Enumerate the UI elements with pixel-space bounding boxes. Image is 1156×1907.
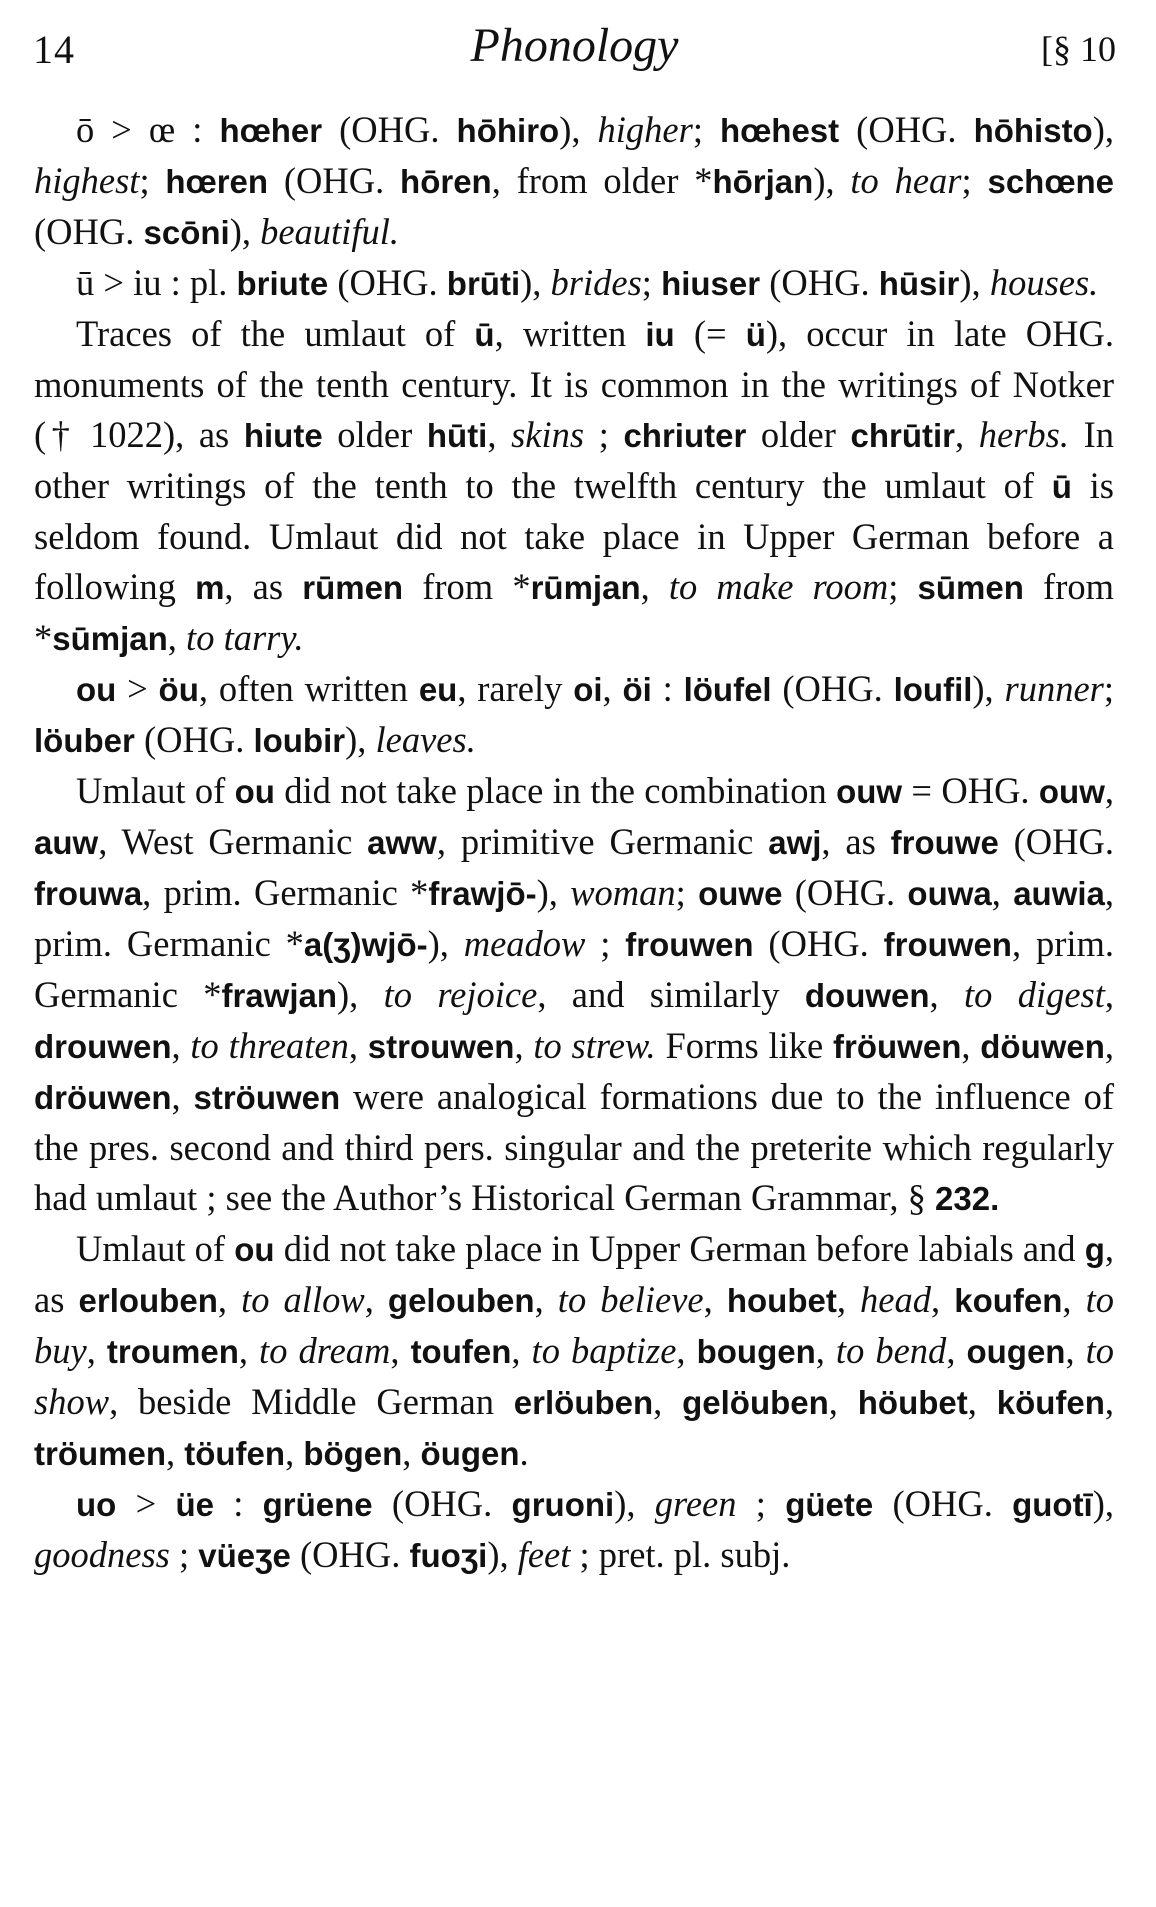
headword: köufen	[996, 1384, 1105, 1421]
gloss: to dream	[259, 1330, 391, 1371]
text-run: In other writings of the tenth to the twelfth century the umlaut of	[34, 414, 1115, 506]
text-run: ,	[1104, 974, 1115, 1015]
text-run: , prim. Germanic *	[34, 872, 1115, 964]
text-run: (OHG.	[839, 109, 974, 150]
text-run: ,	[653, 1381, 683, 1422]
gloss: head	[860, 1279, 931, 1320]
text-run: ),	[959, 262, 990, 303]
gloss: to believe	[557, 1279, 704, 1320]
headword: hūti	[426, 417, 488, 454]
gloss: to rejoice	[383, 974, 538, 1015]
gloss: to digest	[964, 974, 1105, 1015]
headword: uo	[76, 1486, 117, 1523]
headword: awj	[768, 824, 822, 861]
text-run: ;	[888, 566, 918, 607]
text-run: (OHG.	[998, 821, 1115, 862]
text-run: ), occur in late OHG. monuments of the tenth century. It is common in the writings of Notker († 1022), as	[34, 313, 1114, 455]
headword: hōrjan	[712, 163, 814, 200]
text-run: ,	[1104, 1381, 1115, 1422]
headword: gruoni	[511, 1486, 615, 1523]
text-run: , primitive Germanic	[436, 821, 769, 862]
headword: schœne	[987, 163, 1114, 200]
headword: ouwa	[907, 875, 992, 912]
headword: erlöuben	[513, 1384, 654, 1421]
headword: öu	[158, 671, 199, 708]
text-run: , as	[224, 566, 303, 607]
text-run: ;	[1103, 668, 1115, 709]
text-run: ; pret. pl. subj.	[570, 1534, 791, 1575]
headword: toufen	[410, 1333, 512, 1370]
headword: töufen	[184, 1435, 286, 1472]
section-marker: [§ 10	[1041, 29, 1116, 69]
headword: hœren	[165, 163, 269, 200]
text-run: (OHG.	[372, 1483, 512, 1524]
text-run: (OHG.	[290, 1534, 410, 1575]
headword: briute	[236, 265, 329, 302]
text-run: , written	[494, 313, 646, 354]
headword: gelöuben	[682, 1384, 829, 1421]
text-run: ,	[1104, 1025, 1115, 1066]
headword: chrūtir	[850, 417, 956, 454]
paragraph	[34, 1224, 1114, 1479]
text-run: ,	[961, 1025, 981, 1066]
text-run: >	[116, 668, 159, 709]
text-run: , as	[34, 1228, 1115, 1320]
text-run: , prim. Germanic *	[142, 872, 429, 913]
gloss: to strew.	[533, 1025, 656, 1066]
text-run: ,	[86, 1330, 107, 1371]
gloss: higher	[597, 109, 693, 150]
gloss: to baptize	[531, 1330, 677, 1371]
headword: döuwen	[980, 1028, 1105, 1065]
headword: öugen	[420, 1435, 520, 1472]
headword: douwen	[804, 977, 930, 1014]
paragraph	[34, 258, 1114, 309]
text-run: , and similarly	[537, 974, 805, 1015]
page-number: 14	[33, 27, 75, 72]
gloss: skins	[511, 414, 585, 455]
headword: ouw	[1038, 773, 1105, 810]
gloss: woman	[570, 872, 676, 913]
text-run: ,	[815, 1330, 836, 1371]
headword: aww	[367, 824, 437, 861]
headword: eu	[418, 671, 458, 708]
headword: ouw	[836, 773, 903, 810]
headword: g	[1084, 1231, 1105, 1268]
headword: fröuwen	[833, 1028, 962, 1065]
headword: chriuter	[623, 417, 747, 454]
headword: koufen	[954, 1282, 1063, 1319]
headword: öi	[622, 671, 652, 708]
text-run: ,	[171, 1076, 194, 1117]
text-run: :	[213, 1483, 263, 1524]
gloss: to allow	[241, 1279, 365, 1320]
gloss: beautiful.	[260, 211, 399, 252]
headword: frouwe	[890, 824, 999, 861]
gloss: leaves.	[375, 719, 476, 760]
headword: frawjō-	[428, 875, 537, 912]
running-title: Phonology	[470, 19, 679, 72]
text-run: ,	[955, 414, 979, 455]
headword: grüene	[262, 1486, 373, 1523]
text-run: ,	[166, 1432, 185, 1473]
text-run: , often written	[198, 668, 419, 709]
text-run: ,	[534, 1279, 558, 1320]
headword: löuber	[34, 722, 135, 759]
headword: brūti	[446, 265, 521, 302]
text-run: ,	[402, 1432, 421, 1473]
text-run: ,	[487, 414, 512, 455]
text-run: ,	[1065, 1330, 1086, 1371]
headword: a(ʒ)wjō-	[303, 926, 428, 963]
headword: frouwen	[883, 926, 1012, 963]
text-run: ,	[511, 1330, 532, 1371]
text-run: , beside Middle German	[109, 1381, 514, 1422]
text-run: ),	[813, 160, 851, 201]
text-run: ),	[972, 668, 1005, 709]
text-run: ,	[285, 1432, 304, 1473]
headword: güete	[785, 1486, 874, 1523]
headword: houbet	[726, 1282, 837, 1319]
headword: ou	[234, 1231, 275, 1268]
gloss: to bend	[835, 1330, 947, 1371]
paragraph	[34, 1479, 1114, 1581]
text-run: ,	[931, 1279, 955, 1320]
text-run: ,	[946, 1330, 967, 1371]
headword: hōhisto	[973, 112, 1093, 149]
gloss: to show	[34, 1330, 1115, 1422]
headword: ou	[234, 773, 275, 810]
text-run: ),	[559, 109, 598, 150]
headword: hōren	[400, 163, 492, 200]
gloss: houses.	[989, 262, 1099, 303]
headword: bögen	[303, 1435, 403, 1472]
text-run: ,	[676, 1330, 697, 1371]
text-run: ,	[1062, 1279, 1086, 1320]
text-run: ,	[836, 1279, 861, 1320]
text-run: ,	[390, 1330, 411, 1371]
headword: loufil	[893, 671, 973, 708]
text-run: were analogical formations due to the influence of the pres. second and third pers. singular and the preterite which regularly had umlaut ; see the Author’s Historical German Grammar, §	[34, 1076, 1115, 1218]
text-run: ,	[1104, 770, 1114, 811]
headword: frouwa	[34, 875, 143, 912]
headword: fuoʒi	[409, 1537, 488, 1574]
text-run: ;	[641, 262, 662, 303]
text-run: is seldom found. Umlaut did not take place in Upper German before a following	[34, 465, 1114, 607]
text-run: .	[519, 1432, 529, 1473]
text-run: ,	[703, 1279, 727, 1320]
text-run: , West Germanic	[98, 821, 368, 862]
headword: ū	[1051, 468, 1072, 505]
headword: ströuwen	[193, 1079, 341, 1116]
gloss: brides	[550, 262, 642, 303]
text-run: , as	[821, 821, 891, 862]
text-run: ),	[614, 1483, 655, 1524]
gloss: runner	[1004, 668, 1104, 709]
text-run: ,	[967, 1381, 997, 1422]
text-run: ;	[692, 109, 720, 150]
text-run: ),	[345, 719, 376, 760]
text-run: (OHG.	[782, 872, 908, 913]
text-run: did not take place in the combination	[274, 770, 837, 811]
text-run: from *	[34, 566, 1115, 658]
text-run: ;	[961, 160, 988, 201]
text-run: (OHG.	[760, 262, 879, 303]
text-run: ,	[991, 872, 1014, 913]
gloss: highest	[34, 160, 140, 201]
headword: hœhest	[719, 112, 840, 149]
headword: dröuwen	[34, 1079, 172, 1116]
headword: troumen	[106, 1333, 239, 1370]
text-run: ),	[536, 872, 571, 913]
text-run: ,	[171, 1025, 191, 1066]
text-run: (OHG.	[268, 160, 401, 201]
headword: bougen	[696, 1333, 816, 1370]
headword: vüeʒe	[198, 1537, 291, 1574]
headword: tröumen	[34, 1435, 166, 1472]
text-run: = OHG.	[902, 770, 1039, 811]
text-run: (OHG.	[873, 1483, 1013, 1524]
headword: sūmen	[917, 569, 1024, 606]
text-run: Umlaut of	[76, 770, 235, 811]
headword: üe	[175, 1486, 214, 1523]
headword: drouwen	[34, 1028, 172, 1065]
headword: iu	[645, 316, 675, 353]
headword: ou	[76, 671, 117, 708]
headword: ü	[745, 316, 766, 353]
text-run: (OHG.	[753, 923, 884, 964]
gloss: to make room	[668, 566, 889, 607]
text-run: (OHG.	[328, 262, 447, 303]
text-run: ,	[348, 1025, 368, 1066]
headword: auwia	[1013, 875, 1105, 912]
text-run: older	[322, 414, 427, 455]
headword: frouwen	[625, 926, 754, 963]
headword: loubir	[253, 722, 346, 759]
page-header	[33, 18, 1116, 88]
headword: erlouben	[78, 1282, 218, 1319]
gloss: green	[654, 1483, 737, 1524]
text-run: (OHG.	[134, 719, 254, 760]
text-run: (OHG.	[322, 109, 457, 150]
headword: ougen	[966, 1333, 1066, 1370]
headword: 232.	[935, 1180, 1000, 1217]
paragraph	[34, 105, 1114, 258]
text-run: ,	[640, 566, 669, 607]
gloss: feet	[517, 1534, 571, 1575]
text-run: , prim. Germanic *	[34, 923, 1115, 1015]
text-run: ;	[139, 160, 166, 201]
text-run: Traces of the umlaut of	[76, 313, 475, 354]
headword: rūmen	[302, 569, 404, 606]
headword: frawjan	[221, 977, 338, 1014]
text-run: ),	[1092, 1483, 1115, 1524]
headword: auw	[34, 824, 99, 861]
text-run: Forms like	[655, 1025, 834, 1066]
text-run: ),	[427, 923, 464, 964]
text-run: did not take place in Upper German before labials and	[274, 1228, 1085, 1269]
text-run: ),	[229, 211, 261, 252]
text-run: ,	[602, 668, 623, 709]
text-run: ,	[929, 974, 964, 1015]
text-run: ),	[520, 262, 551, 303]
gloss: meadow	[463, 923, 586, 964]
text-run: ;	[169, 1534, 199, 1575]
text-run: ;	[584, 414, 624, 455]
headword: löufel	[683, 671, 772, 708]
headword: ū	[474, 316, 495, 353]
page-body	[34, 105, 1114, 1581]
headword: hūsir	[878, 265, 960, 302]
text-run: ,	[238, 1330, 260, 1371]
headword: oi	[573, 671, 603, 708]
headword: hiute	[243, 417, 323, 454]
headword: gelouben	[387, 1282, 535, 1319]
headword: m	[195, 569, 225, 606]
headword: sūmjan	[52, 620, 168, 657]
text-run: (OHG.	[771, 668, 894, 709]
text-run: ,	[167, 617, 187, 658]
text-run: , rarely	[457, 668, 574, 709]
text-run: ,	[514, 1025, 534, 1066]
text-run: , from older *	[491, 160, 713, 201]
gloss: to tarry.	[186, 617, 304, 658]
paragraph	[34, 309, 1114, 664]
text-run: ū > iu : pl.	[76, 262, 237, 303]
gloss: to hear	[850, 160, 962, 201]
text-run: ;	[675, 872, 699, 913]
text-run: :	[651, 668, 684, 709]
gloss: goodness	[34, 1534, 170, 1575]
paragraph	[34, 766, 1114, 1224]
headword: höubet	[857, 1384, 968, 1421]
gloss: herbs.	[978, 414, 1069, 455]
text-run: ),	[1092, 109, 1115, 150]
gloss: to threaten	[190, 1025, 349, 1066]
headword: guotī	[1012, 1486, 1093, 1523]
paragraph	[34, 664, 1114, 766]
text-run: >	[116, 1483, 176, 1524]
headword: hōhiro	[456, 112, 560, 149]
headword: hœher	[219, 112, 323, 149]
text-run: ,	[364, 1279, 388, 1320]
text-run: ,	[828, 1381, 858, 1422]
text-run: (=	[674, 313, 746, 354]
headword: rūmjan	[530, 569, 641, 606]
text-run: Umlaut of	[76, 1228, 235, 1269]
headword: strouwen	[367, 1028, 515, 1065]
text-run: ;	[736, 1483, 786, 1524]
headword: hiuser	[661, 265, 761, 302]
text-run: ,	[217, 1279, 242, 1320]
text-run: (OHG.	[34, 211, 144, 252]
gloss: to buy	[34, 1279, 1115, 1371]
text-run: ),	[337, 974, 384, 1015]
headword: scōni	[143, 214, 230, 251]
headword: ouwe	[698, 875, 783, 912]
text-run: ō > œ :	[76, 109, 220, 150]
text-run: from *	[403, 566, 531, 607]
text-run: ),	[487, 1534, 518, 1575]
text-run: older	[746, 414, 851, 455]
text-run: ;	[585, 923, 626, 964]
